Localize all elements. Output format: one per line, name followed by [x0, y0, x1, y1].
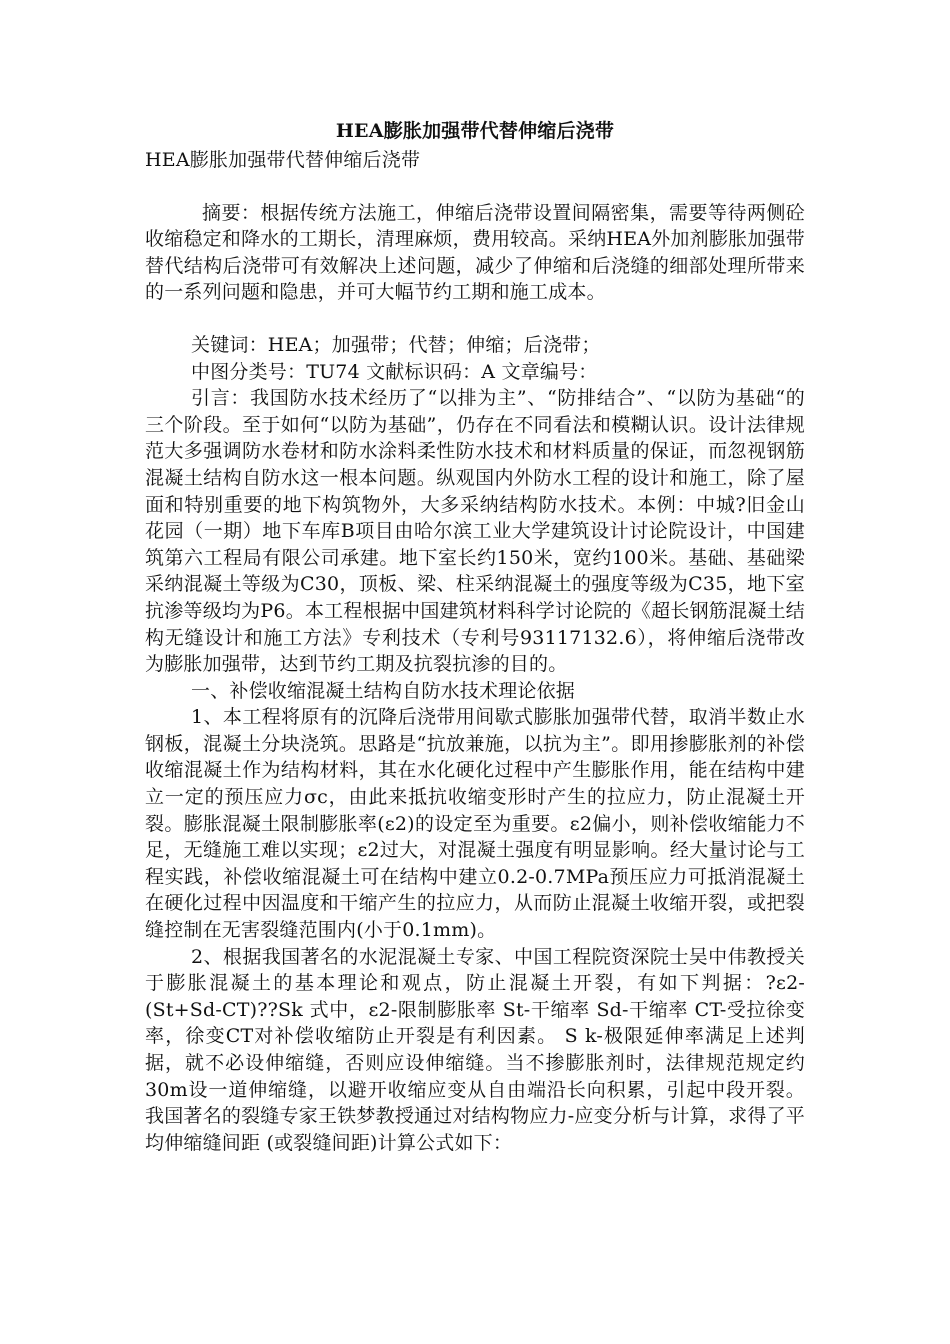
section-heading: 一、补偿收缩混凝土结构自防水技术理论依据 — [191, 679, 576, 702]
intro-paragraph: 引言：我国防水技术经历了“以排为主”、“防排结合”、“以防为基础“的三个阶段。至于如何“以防为基础”，仍存在不同看法和模糊认识。设计法律规范大多强调防水卷材和防水涂料柔性防水技术和材料质量的保证，而忽视钢筋混凝土结构自防水这一根本问题。纵观国内外防水工程的设计和施工，除了屋面和特别重要的地下构筑物外，大多采纳结构防水技术。本例：中城?旧金山花园（一期）地下车库B项目由哈尔滨工业大学建筑设计讨论院设计，中国建筑第六工程局有限公司承建。地下室长约150米，宽约100米。基础、基础梁采纳混凝土等级为C30，顶板、梁、柱采纳混凝土的强度等级为C35，地下室抗渗等级均为P6。本工程根据中国建筑材料科学讨论院的《超长钢筋混凝土结构无缝设计和施工方法》专利技术（专利号93117132.6），将伸缩后浇带改为膨胀加强带，达到节约工期及抗裂抗渗的目的。 — [145, 387, 805, 676]
document-title: HEA膨胀加强带代替伸缩后浇带 — [335, 120, 615, 142]
classification-line: 中图分类号：TU74 文献标识码：A 文章编号： — [191, 360, 598, 383]
section-paragraph-2: 2、根据我国著名的水泥混凝土专家、中国工程院资深院士吴中伟教授关于膨胀混凝土的基本理论和观点，防止混凝土开裂，有如下判据：?ε2-(St+Sd-CT)??Sk 式中，ε2-限制膨胀率 St-干缩率 Sd-干缩率 CT-受拉徐变率，徐变CT对补偿收缩防止开裂是有利因素。 S k-极限延伸率满足上述判据，就不必设伸缩缝，否则应设伸缩缝。当不掺膨胀剂时，法律规范规定约30m设一道伸缩缝，以避开收缩应变从自由端沿长向积累，引起中段开裂。 我国著名的裂缝专家王铁梦教授通过对结构物应力-应变分析与计算，求得了平均伸缩缝间距 (或裂缝间距)计算公式如下： — [145, 945, 805, 1154]
section-paragraph-1: 1、本工程将原有的沉降后浇带用间歇式膨胀加强带代替，取消半数止水钢板，混凝土分块浇筑。思路是“抗放兼施，以抗为主”。即用掺膨胀剂的补偿收缩混凝土作为结构材料，其在水化硬化过程中产生膨胀作用，能在结构中建立一定的预压应力σc，由此来抵抗收缩变形时产生的拉应力，防止混凝土开裂。膨胀混凝土限制膨胀率(ε2)的设定至为重要。ε2偏小，则补偿收缩能力不足，无缝施工难以实现；ε2过大，对混凝土强度有明显影响。经大量讨论与工程实践，补偿收缩混凝土可在结构中建立0.2-0.7MPa预压应力可抵消混凝土在硬化过程中因温度和干缩产生的拉应力，从而防止混凝土收缩开裂，或把裂缝控制在无害裂缝范围内(小于0.1mm)。 — [145, 706, 805, 942]
abstract-paragraph: 摘要：根据传统方法施工，伸缩后浇带设置间隔密集，需要等待两侧砼收缩稳定和降水的工期长，清理麻烦，费用较高。采纳HEA外加剂膨胀加强带替代结构后浇带可有效解决上述问题，减少了伸缩和后浇缝的细部处理所带来的一系列问题和隐患，并可大幅节约工期和施工成本。 — [145, 201, 805, 304]
keywords-line: 关键词：HEA；加强带；代替；伸缩；后浇带； — [191, 333, 601, 356]
document-page — [145, 118, 805, 1156]
document-subtitle: HEA膨胀加强带代替伸缩后浇带 — [145, 149, 421, 171]
